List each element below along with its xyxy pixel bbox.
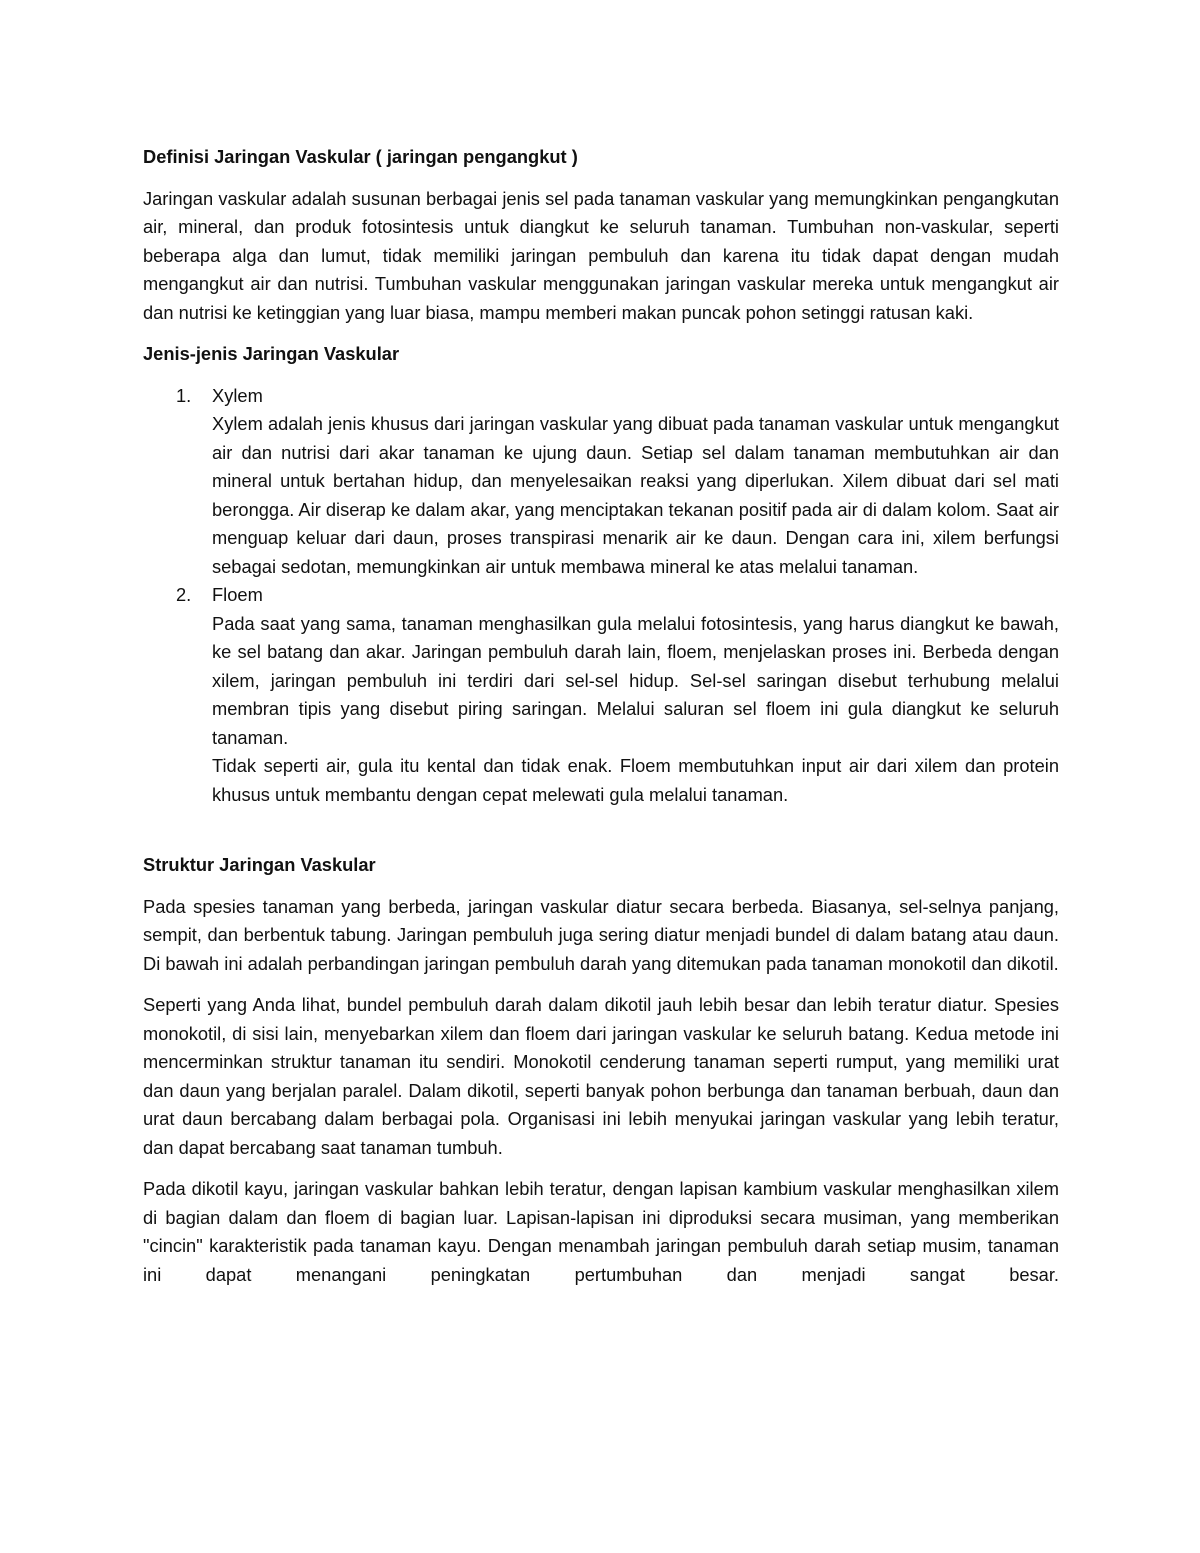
spacer bbox=[143, 809, 1059, 851]
list-item-paragraph: Pada saat yang sama, tanaman menghasilkan gula melalui fotosintesis, yang harus diangkut ke bawah, ke sel batang dan akar. Jaringan pembuluh darah lain, floem, menjelaskan proses ini. Berbeda dengan xilem, jaringan pembuluh ini terdiri dari sel-sel hidup. Sel-sel saringan disebut terhubung melalui membran tipis yang disebut piring saringan. Melalui saluran sel floem ini gula diangkut ke seluruh tanaman. bbox=[212, 612, 1059, 748]
list-number: 1. bbox=[176, 384, 192, 406]
section-heading-definisi: Definisi Jaringan Vaskular ( jaringan pengangkut ) bbox=[143, 146, 578, 167]
document-body bbox=[143, 143, 1059, 1302]
list-item-floem bbox=[143, 581, 1059, 809]
list-item-xylem bbox=[143, 382, 1059, 582]
paragraph-struktur-1: Pada spesies tanaman yang berbeda, jaringan vaskular diatur secara berbeda. Biasanya, sel-selnya panjang, sempit, dan berbentuk tabung. Jaringan pembuluh juga sering diatur menjadi bundel di dalam batang atau daun. Di bawah ini adalah perbandingan jaringan pembuluh darah yang ditemukan pada tanaman monokotil dan dikotil. bbox=[143, 895, 1059, 974]
paragraph-struktur-2: Seperti yang Anda lihat, bundel pembuluh darah dalam dikotil jauh lebih besar dan lebih teratur diatur. Spesies monokotil, di sisi lain, menyebarkan xilem dan floem dari jaringan vaskular ke seluruh batang. Kedua metode ini mencerminkan struktur tanaman itu sendiri. Monokotil cenderung tanaman seperti rumput, yang memiliki urat dan daun yang berjalan paralel. Dalam dikotil, seperti banyak pohon berbunga dan tanaman berbuah, daun dan urat daun bercabang dalam berbagai pola. Organisasi ini lebih menyukai jaringan vaskular yang lebih teratur, dan dapat bercabang saat tanaman tumbuh. bbox=[143, 994, 1059, 1158]
list-item-title: Floem bbox=[212, 584, 263, 605]
paragraph-definisi: Jaringan vaskular adalah susunan berbagai jenis sel pada tanaman vaskular yang memungkinkan pengangkutan air, mineral, dan produk fotosintesis untuk diangkut ke seluruh tanaman. Tumbuhan non-vaskular, seperti beberapa alga dan lumut, tidak memiliki jaringan pembuluh dan karena itu tidak dapat dengan mudah mengangkut air dan nutrisi. Tumbuhan vaskular menggunakan jaringan vaskular mereka untuk mengangkut air dan nutrisi ke ketinggian yang luar biasa, mampu memberi makan puncak pohon setinggi ratusan kaki. bbox=[143, 187, 1059, 323]
section-heading-jenis: Jenis-jenis Jaringan Vaskular bbox=[143, 343, 400, 364]
list-number: 2. bbox=[176, 584, 192, 605]
list-item-paragraph: Xylem adalah jenis khusus dari jaringan vaskular yang dibuat pada tanaman vaskular untuk mengangkut air dan nutrisi dari akar tanaman ke ujung daun. Setiap sel dalam tanaman membutuhkan air dan mineral untuk bertahan hidup, dan menyelesaikan reaksi yang diperlukan. Xilem dibuat dari sel mati berongga. Air diserap ke dalam akar, yang menciptakan tekanan positif pada air di dalam kolom. Saat air menguap keluar dari daun, proses transpirasi menarik air ke daun. Dengan cara ini, xilem berfungsi sebagai sedotan, memungkinkan air untuk membawa mineral ke atas melalui tanaman. bbox=[212, 413, 1059, 577]
section-heading-struktur: Struktur Jaringan Vaskular bbox=[143, 854, 376, 875]
vascular-type-list bbox=[143, 382, 1059, 810]
list-item-paragraph: Tidak seperti air, gula itu kental dan tidak enak. Floem membutuhkan input air dari xilem dan protein khusus untuk membantu dengan cepat melewati gula melalui tanaman. bbox=[212, 755, 1059, 805]
paragraph-struktur-3: Pada dikotil kayu, jaringan vaskular bahkan lebih teratur, dengan lapisan kambium vaskular menghasilkan xilem di bagian dalam dan floem di bagian luar. Lapisan-lapisan ini diproduksi secara musiman, yang memberikan "cincin" karakteristik pada tanaman kayu. Dengan menambah jaringan pembuluh darah setiap musim, tanaman ini dapat menangani peningkatan pertumbuhan dan menjadi sangat besar. bbox=[143, 1178, 1059, 1285]
list-item-title: Xylem bbox=[212, 384, 263, 406]
